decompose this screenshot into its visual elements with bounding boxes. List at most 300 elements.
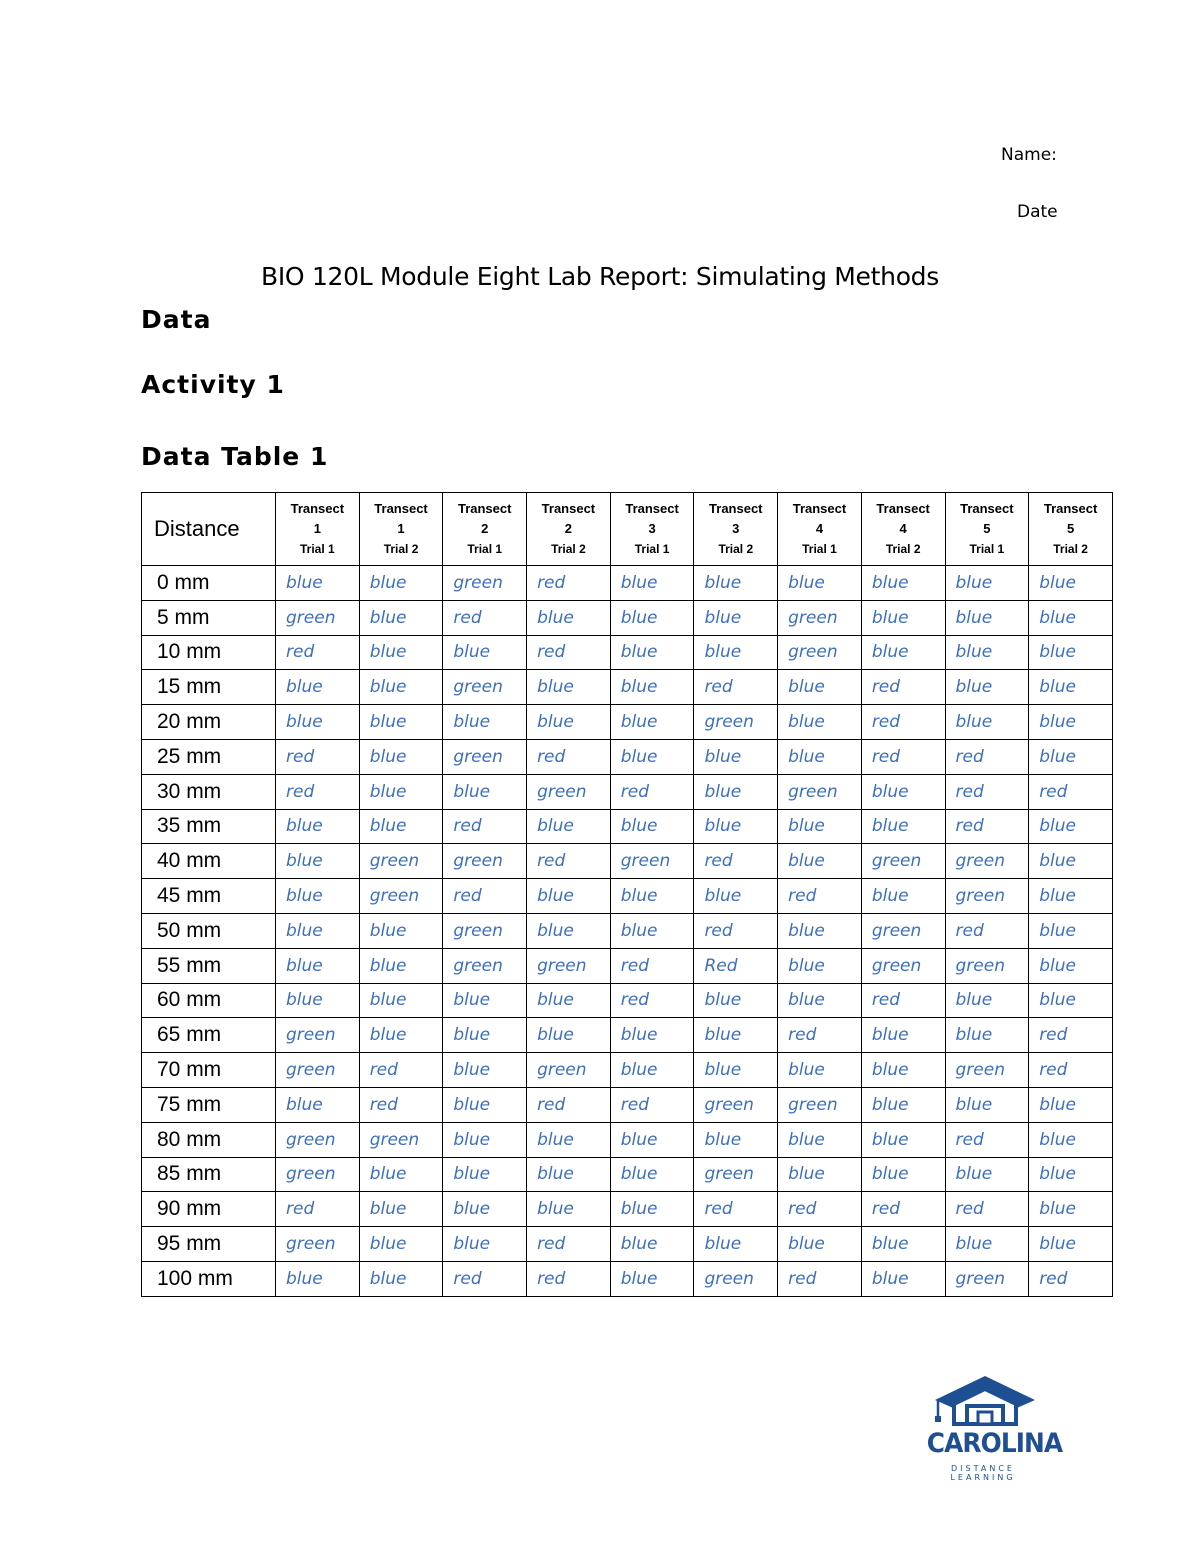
distance-cell: 75 mm	[142, 1087, 276, 1122]
color-entry-cell: blue	[359, 635, 443, 670]
color-entry-cell: blue	[778, 566, 862, 601]
color-entry-cell: blue	[359, 1157, 443, 1192]
color-entry-cell: blue	[945, 1087, 1029, 1122]
color-entry-cell: blue	[778, 670, 862, 705]
color-entry-cell: blue	[610, 600, 694, 635]
color-entry-cell: blue	[276, 913, 360, 948]
color-entry-cell: blue	[527, 1157, 611, 1192]
color-entry-cell: red	[443, 1261, 527, 1296]
column-header-line1: Transect	[792, 501, 847, 516]
color-entry-cell: red	[694, 1192, 778, 1227]
column-header-line3: Trial 1	[634, 542, 670, 556]
color-entry-cell: green	[443, 844, 527, 879]
color-entry-cell: red	[1029, 1018, 1113, 1053]
color-entry-cell: blue	[443, 983, 527, 1018]
column-header-line3: Trial 1	[467, 542, 503, 556]
column-header	[276, 493, 360, 566]
table-row	[142, 1053, 1113, 1088]
color-entry-cell: blue	[1029, 948, 1113, 983]
color-entry-cell: green	[276, 1157, 360, 1192]
color-entry-cell: blue	[527, 1192, 611, 1227]
color-entry-cell: blue	[778, 1227, 862, 1262]
table-row	[142, 705, 1113, 740]
color-entry-cell: blue	[610, 1192, 694, 1227]
color-entry-cell: blue	[778, 913, 862, 948]
table-header-row	[142, 493, 1113, 566]
color-entry-cell: green	[945, 844, 1029, 879]
distance-cell: 100 mm	[142, 1261, 276, 1296]
color-entry-cell: blue	[359, 809, 443, 844]
distance-cell: 45 mm	[142, 879, 276, 914]
column-header-line2: 4	[815, 521, 824, 536]
distance-cell: 70 mm	[142, 1053, 276, 1088]
color-entry-cell: blue	[443, 635, 527, 670]
color-entry-cell: red	[443, 809, 527, 844]
color-entry-cell: blue	[276, 844, 360, 879]
color-entry-cell: blue	[1029, 809, 1113, 844]
column-header-line1: Transect	[457, 501, 512, 516]
color-entry-cell: blue	[610, 635, 694, 670]
column-header-line2: 5	[1066, 521, 1075, 536]
table-row	[142, 774, 1113, 809]
distance-cell: 0 mm	[142, 566, 276, 601]
color-entry-cell: green	[527, 948, 611, 983]
column-header-line2: 4	[899, 521, 907, 536]
table-row	[142, 913, 1113, 948]
color-entry-cell: blue	[1029, 1227, 1113, 1262]
color-entry-cell: green	[527, 1053, 611, 1088]
color-entry-cell: blue	[359, 1227, 443, 1262]
color-entry-cell: blue	[861, 600, 945, 635]
color-entry-cell: red	[778, 1261, 862, 1296]
color-entry-cell: blue	[276, 809, 360, 844]
color-entry-cell: red	[694, 670, 778, 705]
column-header-line1: Transect	[876, 501, 930, 516]
distance-cell: 50 mm	[142, 913, 276, 948]
color-entry-cell: blue	[945, 983, 1029, 1018]
column-header-line3: Trial 2	[885, 542, 921, 556]
section-heading-activity: Activity 1	[141, 370, 285, 399]
table-row	[142, 600, 1113, 635]
color-entry-cell: blue	[443, 1157, 527, 1192]
color-entry-cell: green	[276, 600, 360, 635]
table-row	[142, 1192, 1113, 1227]
logo-wordmark: CAROLINA	[926, 1428, 1063, 1459]
table-row	[142, 844, 1113, 879]
color-entry-cell: blue	[945, 1157, 1029, 1192]
color-entry-cell: blue	[527, 879, 611, 914]
color-entry-cell: red	[945, 1192, 1029, 1227]
color-entry-cell: blue	[610, 809, 694, 844]
table-row	[142, 1227, 1113, 1262]
column-header-line2: 2	[564, 521, 573, 536]
table-row	[142, 1018, 1113, 1053]
column-header	[443, 493, 527, 566]
color-entry-cell: blue	[527, 1122, 611, 1157]
color-entry-cell: red	[527, 1261, 611, 1296]
color-entry-cell: blue	[359, 1261, 443, 1296]
color-entry-cell: blue	[443, 1018, 527, 1053]
color-entry-cell: blue	[778, 1157, 862, 1192]
color-entry-cell: blue	[527, 600, 611, 635]
column-header-line3: Trial 1	[969, 542, 1005, 556]
column-header-line2: 2	[481, 521, 489, 536]
distance-cell: 10 mm	[142, 635, 276, 670]
color-entry-cell: red	[778, 1018, 862, 1053]
color-entry-cell: red	[610, 948, 694, 983]
color-entry-cell: red	[861, 670, 945, 705]
color-entry-cell: green	[694, 1261, 778, 1296]
color-entry-cell: red	[861, 1192, 945, 1227]
table-row	[142, 1122, 1113, 1157]
color-entry-cell: Red	[694, 948, 778, 983]
table-row	[142, 739, 1113, 774]
color-entry-cell: red	[527, 844, 611, 879]
color-entry-cell: green	[694, 1157, 778, 1192]
color-entry-cell: green	[276, 1053, 360, 1088]
color-entry-cell: blue	[1029, 983, 1113, 1018]
color-entry-cell: green	[610, 844, 694, 879]
table-row	[142, 635, 1113, 670]
color-entry-cell: red	[527, 739, 611, 774]
table-row	[142, 809, 1113, 844]
color-entry-cell: blue	[276, 566, 360, 601]
column-header	[778, 493, 862, 566]
color-entry-cell: blue	[778, 739, 862, 774]
color-entry-cell: green	[945, 948, 1029, 983]
distance-cell: 85 mm	[142, 1157, 276, 1192]
table-row	[142, 1261, 1113, 1296]
color-entry-cell: green	[861, 948, 945, 983]
table-row	[142, 983, 1113, 1018]
color-entry-cell: red	[443, 600, 527, 635]
color-entry-cell: blue	[861, 879, 945, 914]
table-row	[142, 948, 1113, 983]
distance-cell: 60 mm	[142, 983, 276, 1018]
name-label: Name:	[1001, 145, 1057, 165]
color-entry-cell: blue	[1029, 705, 1113, 740]
column-header-line1: Transect	[374, 501, 428, 516]
distance-cell: 95 mm	[142, 1227, 276, 1262]
color-entry-cell: green	[359, 879, 443, 914]
color-entry-cell: blue	[359, 913, 443, 948]
color-entry-cell: red	[1029, 774, 1113, 809]
color-entry-cell: blue	[694, 739, 778, 774]
color-entry-cell: blue	[359, 1192, 443, 1227]
color-entry-cell: red	[527, 1227, 611, 1262]
color-entry-cell: green	[443, 913, 527, 948]
date-label: Date	[1017, 202, 1058, 222]
color-entry-cell: green	[276, 1122, 360, 1157]
distance-cell: 65 mm	[142, 1018, 276, 1053]
color-entry-cell: red	[610, 774, 694, 809]
color-entry-cell: green	[359, 1122, 443, 1157]
table-row	[142, 566, 1113, 601]
color-entry-cell: blue	[694, 1053, 778, 1088]
distance-cell: 15 mm	[142, 670, 276, 705]
color-entry-cell: blue	[945, 1018, 1029, 1053]
column-header-line3: Trial 1	[300, 542, 335, 556]
color-entry-cell: red	[945, 1122, 1029, 1157]
color-entry-cell: blue	[778, 809, 862, 844]
distance-cell: 35 mm	[142, 809, 276, 844]
color-entry-cell: blue	[610, 739, 694, 774]
color-entry-cell: blue	[527, 809, 611, 844]
color-entry-cell: green	[694, 705, 778, 740]
color-entry-cell: blue	[1029, 635, 1113, 670]
color-entry-cell: blue	[861, 1053, 945, 1088]
color-entry-cell: blue	[610, 566, 694, 601]
color-entry-cell: blue	[694, 635, 778, 670]
column-header	[1029, 493, 1113, 566]
column-header	[861, 493, 945, 566]
color-entry-cell: blue	[610, 1261, 694, 1296]
color-entry-cell: blue	[359, 670, 443, 705]
color-entry-cell: green	[276, 1227, 360, 1262]
color-entry-cell: blue	[276, 879, 360, 914]
color-entry-cell: blue	[276, 1087, 360, 1122]
column-header-line3: Trial 2	[383, 542, 419, 556]
color-entry-cell: green	[778, 774, 862, 809]
color-entry-cell: green	[443, 948, 527, 983]
color-entry-cell: green	[778, 1087, 862, 1122]
distance-cell: 90 mm	[142, 1192, 276, 1227]
color-entry-cell: red	[359, 1053, 443, 1088]
color-entry-cell: blue	[527, 705, 611, 740]
color-entry-cell: blue	[527, 983, 611, 1018]
column-header-line1: Transect	[625, 501, 679, 516]
distance-cell: 40 mm	[142, 844, 276, 879]
color-entry-cell: blue	[276, 983, 360, 1018]
color-entry-cell: blue	[945, 670, 1029, 705]
color-entry-cell: blue	[694, 809, 778, 844]
color-entry-cell: blue	[1029, 844, 1113, 879]
column-header-line2: 1	[397, 521, 405, 536]
color-entry-cell: blue	[1029, 1192, 1113, 1227]
table-row	[142, 879, 1113, 914]
color-entry-cell: blue	[694, 983, 778, 1018]
column-header	[694, 493, 778, 566]
color-entry-cell: red	[945, 774, 1029, 809]
color-entry-cell: green	[945, 1261, 1029, 1296]
data-table-1	[141, 492, 1113, 1297]
column-header-line2: 1	[313, 521, 321, 536]
column-header-line1: Transect	[960, 501, 1014, 516]
color-entry-cell: blue	[610, 1018, 694, 1053]
color-entry-cell: blue	[945, 1227, 1029, 1262]
color-entry-cell: blue	[945, 600, 1029, 635]
distance-cell: 55 mm	[142, 948, 276, 983]
column-header-line1: Transect	[709, 501, 763, 516]
color-entry-cell: blue	[778, 1053, 862, 1088]
color-entry-cell: blue	[1029, 600, 1113, 635]
color-entry-cell: blue	[778, 983, 862, 1018]
color-entry-cell: blue	[861, 635, 945, 670]
table-row	[142, 1157, 1113, 1192]
distance-header: Distance	[142, 493, 276, 566]
color-entry-cell: blue	[945, 705, 1029, 740]
color-entry-cell: blue	[359, 948, 443, 983]
column-header	[610, 493, 694, 566]
color-entry-cell: green	[945, 879, 1029, 914]
color-entry-cell: blue	[443, 1227, 527, 1262]
color-entry-cell: red	[694, 913, 778, 948]
color-entry-cell: red	[610, 983, 694, 1018]
color-entry-cell: red	[276, 635, 360, 670]
color-entry-cell: red	[861, 983, 945, 1018]
color-entry-cell: red	[778, 1192, 862, 1227]
color-entry-cell: red	[861, 705, 945, 740]
color-entry-cell: green	[694, 1087, 778, 1122]
color-entry-cell: blue	[443, 1122, 527, 1157]
color-entry-cell: blue	[945, 635, 1029, 670]
color-entry-cell: blue	[694, 774, 778, 809]
color-entry-cell: blue	[610, 879, 694, 914]
color-entry-cell: green	[778, 635, 862, 670]
color-entry-cell: green	[443, 566, 527, 601]
distance-cell: 5 mm	[142, 600, 276, 635]
color-entry-cell: green	[945, 1053, 1029, 1088]
color-entry-cell: blue	[276, 948, 360, 983]
color-entry-cell: blue	[861, 774, 945, 809]
column-header-line1: Transect	[1043, 501, 1098, 516]
color-entry-cell: blue	[1029, 739, 1113, 774]
color-entry-cell: blue	[276, 705, 360, 740]
color-entry-cell: blue	[359, 566, 443, 601]
logo-subtitle: DISTANCE LEARNING	[950, 1464, 1016, 1482]
color-entry-cell: red	[778, 879, 862, 914]
column-header	[945, 493, 1029, 566]
color-entry-cell: blue	[861, 1122, 945, 1157]
color-entry-cell: blue	[694, 879, 778, 914]
column-header-line2: 5	[983, 521, 991, 536]
color-entry-cell: blue	[443, 1192, 527, 1227]
color-entry-cell: blue	[443, 1087, 527, 1122]
color-entry-cell: blue	[276, 1261, 360, 1296]
color-entry-cell: blue	[694, 1122, 778, 1157]
color-entry-cell: red	[610, 1087, 694, 1122]
distance-cell: 30 mm	[142, 774, 276, 809]
color-entry-cell: blue	[359, 705, 443, 740]
color-entry-cell: red	[945, 913, 1029, 948]
color-entry-cell: blue	[527, 913, 611, 948]
color-entry-cell: green	[861, 844, 945, 879]
column-header-line2: 3	[732, 521, 740, 536]
color-entry-cell: blue	[610, 1227, 694, 1262]
color-entry-cell: blue	[1029, 1122, 1113, 1157]
section-heading-data: Data	[141, 305, 212, 334]
color-entry-cell: red	[861, 739, 945, 774]
color-entry-cell: green	[861, 913, 945, 948]
document-title: BIO 120L Module Eight Lab Report: Simulating Methods	[261, 262, 939, 291]
color-entry-cell: blue	[861, 1227, 945, 1262]
color-entry-cell: green	[359, 844, 443, 879]
color-entry-cell: red	[945, 739, 1029, 774]
color-entry-cell: blue	[359, 1018, 443, 1053]
column-header	[527, 493, 611, 566]
color-entry-cell: blue	[359, 739, 443, 774]
color-entry-cell: blue	[443, 705, 527, 740]
color-entry-cell: blue	[527, 1018, 611, 1053]
color-entry-cell: blue	[527, 670, 611, 705]
color-entry-cell: red	[359, 1087, 443, 1122]
color-entry-cell: red	[443, 879, 527, 914]
color-entry-cell: blue	[778, 1122, 862, 1157]
color-entry-cell: blue	[861, 809, 945, 844]
column-header-line3: Trial 2	[551, 542, 586, 556]
color-entry-cell: blue	[359, 774, 443, 809]
color-entry-cell: blue	[610, 1053, 694, 1088]
column-header-line1: Transect	[541, 501, 596, 516]
table-row	[142, 1087, 1113, 1122]
color-entry-cell: red	[527, 566, 611, 601]
color-entry-cell: red	[1029, 1053, 1113, 1088]
color-entry-cell: red	[1029, 1261, 1113, 1296]
color-entry-cell: green	[276, 1018, 360, 1053]
color-entry-cell: blue	[1029, 1087, 1113, 1122]
color-entry-cell: blue	[610, 1157, 694, 1192]
color-entry-cell: red	[527, 635, 611, 670]
color-entry-cell: blue	[778, 844, 862, 879]
distance-cell: 80 mm	[142, 1122, 276, 1157]
column-header-line1: Transect	[290, 501, 345, 516]
color-entry-cell: red	[276, 1192, 360, 1227]
color-entry-cell: blue	[359, 600, 443, 635]
color-entry-cell: red	[527, 1087, 611, 1122]
color-entry-cell: blue	[778, 705, 862, 740]
color-entry-cell: blue	[861, 1261, 945, 1296]
color-entry-cell: green	[443, 739, 527, 774]
color-entry-cell: blue	[1029, 879, 1113, 914]
column-header	[359, 493, 443, 566]
color-entry-cell: blue	[1029, 1157, 1113, 1192]
color-entry-cell: blue	[610, 913, 694, 948]
color-entry-cell: blue	[861, 1018, 945, 1053]
color-entry-cell: blue	[778, 948, 862, 983]
color-entry-cell: blue	[694, 566, 778, 601]
color-entry-cell: blue	[694, 1227, 778, 1262]
color-entry-cell: red	[945, 809, 1029, 844]
color-entry-cell: green	[443, 670, 527, 705]
column-header-line2: 3	[648, 521, 656, 536]
section-heading-table: Data Table 1	[141, 442, 329, 471]
color-entry-cell: blue	[861, 1087, 945, 1122]
column-header-line3: Trial 1	[802, 542, 837, 556]
color-entry-cell: blue	[610, 1122, 694, 1157]
color-entry-cell: blue	[694, 600, 778, 635]
color-entry-cell: blue	[945, 566, 1029, 601]
color-entry-cell: green	[778, 600, 862, 635]
color-entry-cell: blue	[443, 1053, 527, 1088]
color-entry-cell: green	[527, 774, 611, 809]
color-entry-cell: blue	[610, 670, 694, 705]
column-header-line3: Trial 2	[718, 542, 754, 556]
color-entry-cell: blue	[1029, 913, 1113, 948]
color-entry-cell: blue	[1029, 670, 1113, 705]
color-entry-cell: blue	[610, 705, 694, 740]
color-entry-cell: red	[694, 844, 778, 879]
color-entry-cell: blue	[861, 1157, 945, 1192]
column-header-line3: Trial 2	[1053, 542, 1088, 556]
distance-cell: 25 mm	[142, 739, 276, 774]
color-entry-cell: blue	[1029, 566, 1113, 601]
color-entry-cell: blue	[694, 1018, 778, 1053]
distance-cell: 20 mm	[142, 705, 276, 740]
color-entry-cell: blue	[276, 670, 360, 705]
color-entry-cell: blue	[443, 774, 527, 809]
color-entry-cell: blue	[861, 566, 945, 601]
color-entry-cell: red	[276, 774, 360, 809]
